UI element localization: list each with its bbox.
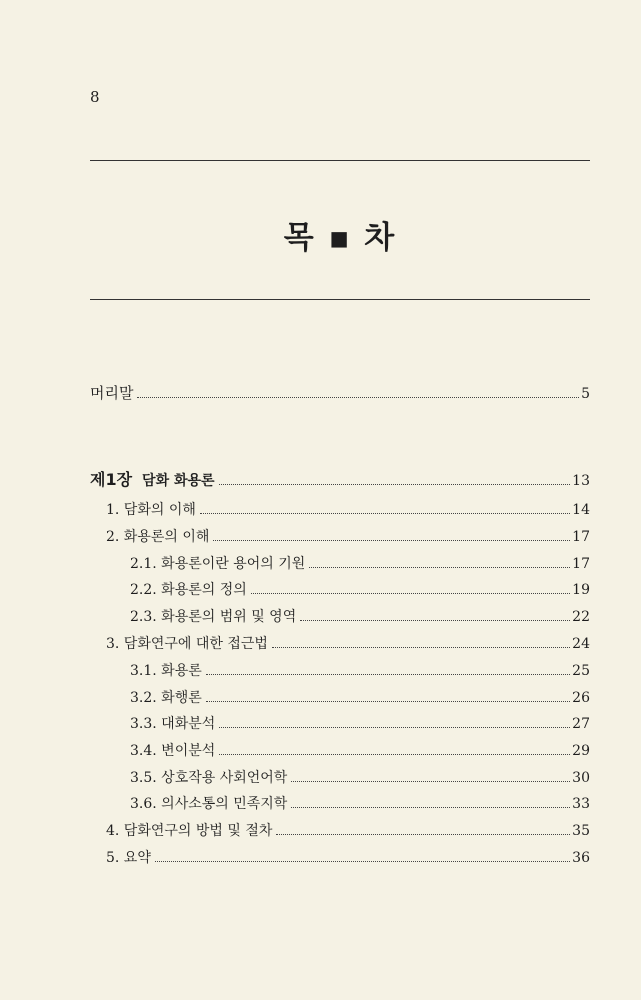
- toc-entry[interactable]: [130, 767, 590, 789]
- dot-leader: [251, 593, 570, 594]
- toc-entry-chapter-1[interactable]: [90, 469, 590, 491]
- dot-leader: [213, 540, 570, 541]
- toc-entry-page: 33: [572, 796, 590, 812]
- toc-entry-page: 36: [572, 850, 590, 866]
- toc-entry-page: 29: [572, 743, 590, 759]
- toc-entry[interactable]: [130, 713, 590, 735]
- toc-entry-label: 3.2. 화행론: [130, 690, 202, 706]
- toc-entry-page: 35: [572, 823, 590, 839]
- toc-entry-page: 17: [572, 529, 590, 545]
- toc-entry-page: 27: [572, 716, 590, 732]
- dot-leader: [137, 397, 579, 398]
- toc-entry[interactable]: [106, 526, 590, 548]
- toc-entry[interactable]: [130, 660, 590, 682]
- toc-entry[interactable]: [106, 633, 590, 655]
- toc-entry-page: 22: [572, 609, 590, 625]
- dot-leader: [276, 834, 570, 835]
- dot-leader: [291, 781, 570, 782]
- toc-entry-page: 30: [572, 770, 590, 786]
- toc-entry[interactable]: [106, 847, 590, 869]
- toc-entry-label: 1. 담화의 이해: [106, 502, 196, 518]
- dot-leader: [219, 484, 571, 485]
- toc-entry-page: 19: [572, 582, 590, 598]
- toc-entry-preface[interactable]: [90, 382, 590, 404]
- toc-entry-label: 2.3. 화용론의 범위 및 영역: [130, 609, 297, 625]
- toc-entry[interactable]: [106, 820, 590, 842]
- toc-entry-label: 2. 화용론의 이해: [106, 529, 210, 545]
- top-rule: [90, 160, 590, 161]
- dot-leader: [206, 701, 570, 702]
- dot-leader: [200, 513, 570, 514]
- toc-entry-label: 3.5. 상호작용 사회언어학: [130, 770, 288, 786]
- dot-leader: [300, 620, 570, 621]
- toc-entry-label: 3.1. 화용론: [130, 663, 202, 679]
- toc-entry[interactable]: [106, 499, 590, 521]
- toc-entry[interactable]: [130, 553, 590, 575]
- toc-entry[interactable]: [130, 793, 590, 815]
- toc-entry[interactable]: [130, 740, 590, 762]
- toc-entry-page: 26: [572, 690, 590, 706]
- toc-entry-label: 3. 담화연구에 대한 접근법: [106, 636, 268, 652]
- toc-entry-label: 2.2. 화용론의 정의: [130, 582, 247, 598]
- dot-leader: [309, 567, 570, 568]
- page-number: 8: [90, 88, 100, 106]
- toc-entry-page: 17: [572, 556, 590, 572]
- page-title: 목 ▪ 차: [283, 220, 397, 256]
- toc-entry[interactable]: [130, 606, 590, 628]
- toc-entry-label: 담화 화용론: [142, 473, 215, 489]
- dot-leader: [219, 754, 570, 755]
- toc-entry-label: 3.6. 의사소통의 민족지학: [130, 796, 288, 812]
- toc-entry-label: 머리말: [90, 384, 134, 402]
- toc-entry[interactable]: [130, 579, 590, 601]
- toc-entry-page: 24: [572, 636, 590, 652]
- bottom-rule: [90, 299, 590, 300]
- dot-leader: [272, 647, 570, 648]
- toc-entry-page: 13: [572, 473, 590, 489]
- toc-entry-label: 3.4. 변이분석: [130, 743, 216, 759]
- toc-entry-label: 4. 담화연구의 방법 및 절차: [106, 823, 273, 839]
- toc-entry-label: 2.1. 화용론이란 용어의 기원: [130, 556, 306, 572]
- dot-leader: [155, 861, 570, 862]
- dot-leader: [206, 674, 570, 675]
- toc-entry-page: 5: [581, 386, 590, 402]
- dot-leader: [291, 807, 570, 808]
- toc-entry-page: 25: [572, 663, 590, 679]
- toc-entry-label: 3.3. 대화분석: [130, 716, 216, 732]
- toc-entry-label: 5. 요약: [106, 850, 151, 866]
- toc-entry-page: 14: [572, 502, 590, 518]
- chapter-number: 제1장: [90, 470, 133, 489]
- dot-leader: [219, 727, 570, 728]
- toc-entry[interactable]: [130, 687, 590, 709]
